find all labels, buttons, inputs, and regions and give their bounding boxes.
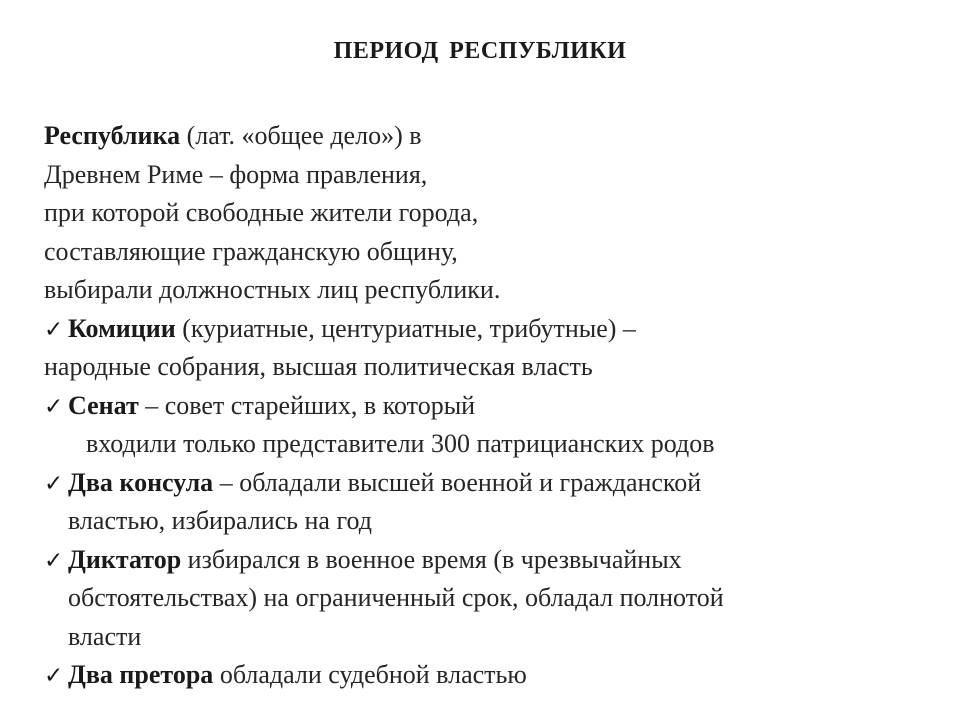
item-term: Два претора [68, 660, 214, 689]
check-icon: ✓ [44, 547, 64, 574]
definition-line-3: при которой свободные жители города, [44, 198, 479, 227]
item-text: (куриатные, центуриатные, трибутные) – [175, 313, 636, 343]
list-item-senate [44, 387, 944, 426]
definition-line-4: составляющие гражданскую общину, [44, 236, 458, 266]
item-continuation: властью, избирались на год [68, 506, 372, 535]
check-icon: ✓ [44, 470, 64, 497]
item-term: Диктатор [68, 544, 182, 574]
item-continuation: народные собрания, высшая политическая власть [44, 352, 593, 381]
item-term: Комиции [68, 313, 176, 343]
item-text: избирался в военное время (в чрезвычайных [181, 544, 682, 574]
item-continuation: входили только представители 300 патрицианских родов [86, 429, 715, 458]
check-icon: ✓ [44, 663, 64, 689]
list-item-consuls [44, 464, 944, 503]
check-icon: ✓ [44, 393, 64, 420]
slide-title: ПЕРИОД РЕСПУБЛИКИ [333, 38, 627, 64]
definition-line-2: Древнем Риме – форма правления, [44, 159, 428, 189]
item-text: – совет старейших, в который [138, 390, 476, 420]
item-term: Два консула [68, 467, 214, 497]
definition-line-5: выбирали должностных лиц республики. [44, 275, 501, 304]
slide-body [44, 117, 944, 695]
item-text: – обладали высшей военной и гражданской [213, 467, 702, 497]
item-continuation: обстоятельствах) на ограниченный срок, обладал полнотой [68, 583, 724, 612]
check-icon: ✓ [44, 316, 64, 343]
definition-text: (лат. «общее дело») в [180, 121, 422, 150]
item-continuation: власти [68, 621, 142, 651]
item-term: Сенат [68, 390, 139, 420]
item-text: обладали судебной властью [213, 660, 527, 689]
list-item-dictator [44, 541, 944, 580]
definition-term: Республика [44, 121, 181, 150]
definition-line-1 [44, 117, 944, 156]
list-item-comitia [44, 310, 944, 349]
list-item-praetors [44, 656, 944, 695]
